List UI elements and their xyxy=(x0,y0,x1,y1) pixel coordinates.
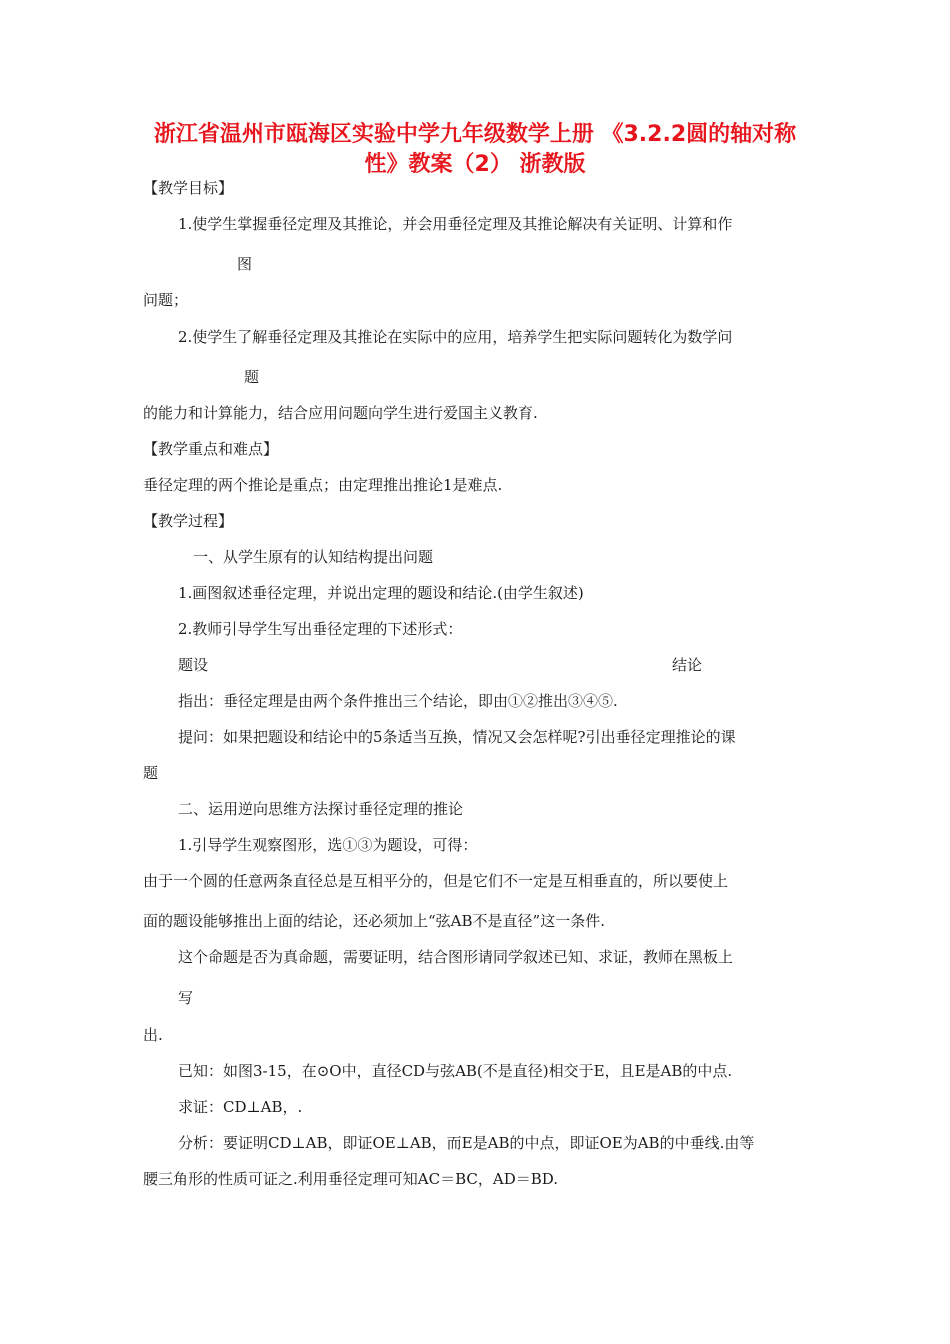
part2-text4: 写 xyxy=(178,989,194,1007)
part2-text1: 由于一个圆的任意两条直径总是互相平分的，但是它们不一定是互相垂直的，所以要使上 xyxy=(143,872,729,890)
keypoints-text: 垂径定理的两个推论是重点；由定理推出推论1是难点. xyxy=(143,476,503,494)
point-out-text: 指出：垂径定理是由两个条件推出三个结论，即由①②推出③④⑤. xyxy=(178,692,618,710)
goal2-line1: 2.使学生了解垂径定理及其推论在实际中的应用，培养学生把实际问题转化为数学问 xyxy=(178,328,733,346)
given-text: 已知：如图3-15，在⊙O中，直径CD与弦AB(不是直径)相交于E，且E是AB的中点. xyxy=(178,1062,733,1080)
analysis-line2: 腰三角形的性质可证之.利用垂径定理可知AC＝BC，AD＝BD. xyxy=(143,1170,558,1188)
part2-text5: 出. xyxy=(143,1026,163,1044)
process-heading: 【教学过程】 xyxy=(143,512,234,530)
question-line2: 题 xyxy=(143,764,159,782)
label-conclusion: 结论 xyxy=(672,656,703,674)
goals-heading: 【教学目标】 xyxy=(143,179,234,197)
analysis-line1: 分析：要证明CD⊥AB，即证OE⊥AB，而E是AB的中点，即证OE为AB的中垂线.由等 xyxy=(178,1134,755,1152)
goal2-line2: 题 xyxy=(244,368,260,386)
goal1-line3: 问题； xyxy=(143,291,189,309)
label-premise: 题设 xyxy=(178,656,209,674)
part1-item1: 1.画图叙述垂径定理，并说出定理的题设和结论.(由学生叙述) xyxy=(178,584,584,602)
part1-heading: 一、从学生原有的认知结构提出问题 xyxy=(193,548,434,566)
goal1-line2: 图 xyxy=(237,255,253,273)
goal2-line3: 的能力和计算能力，结合应用问题向学生进行爱国主义教育. xyxy=(143,404,538,422)
part2-text2: 面的题设能够推出上面的结论，还必须加上“弦AB不是直径”这一条件. xyxy=(143,912,605,930)
part2-text3: 这个命题是否为真命题，需要证明，结合图形请同学叙述已知、求证，教师在黑板上 xyxy=(178,948,734,966)
goal1-line1: 1.使学生掌握垂径定理及其推论，并会用垂径定理及其推论解决有关证明、计算和作 xyxy=(178,215,733,233)
part2-item1: 1.引导学生观察图形，选①③为题设，可得： xyxy=(178,836,478,854)
prove-text: 求证：CD⊥AB，. xyxy=(178,1098,303,1116)
keypoints-heading: 【教学重点和难点】 xyxy=(143,440,279,458)
part2-heading: 二、运用逆向思维方法探讨垂径定理的推论 xyxy=(178,800,464,818)
document-title-line2: 性》教案（2） 浙教版 xyxy=(364,152,586,177)
question-line1: 提问：如果把题设和结论中的5条适当互换，情况又会怎样呢?引出垂径定理推论的课 xyxy=(178,728,736,746)
part1-item2: 2.教师引导学生写出垂径定理的下述形式： xyxy=(178,620,463,638)
document-title-line1: 浙江省温州市瓯海区实验中学九年级数学上册 《3.2.2圆的轴对称 xyxy=(153,122,797,147)
